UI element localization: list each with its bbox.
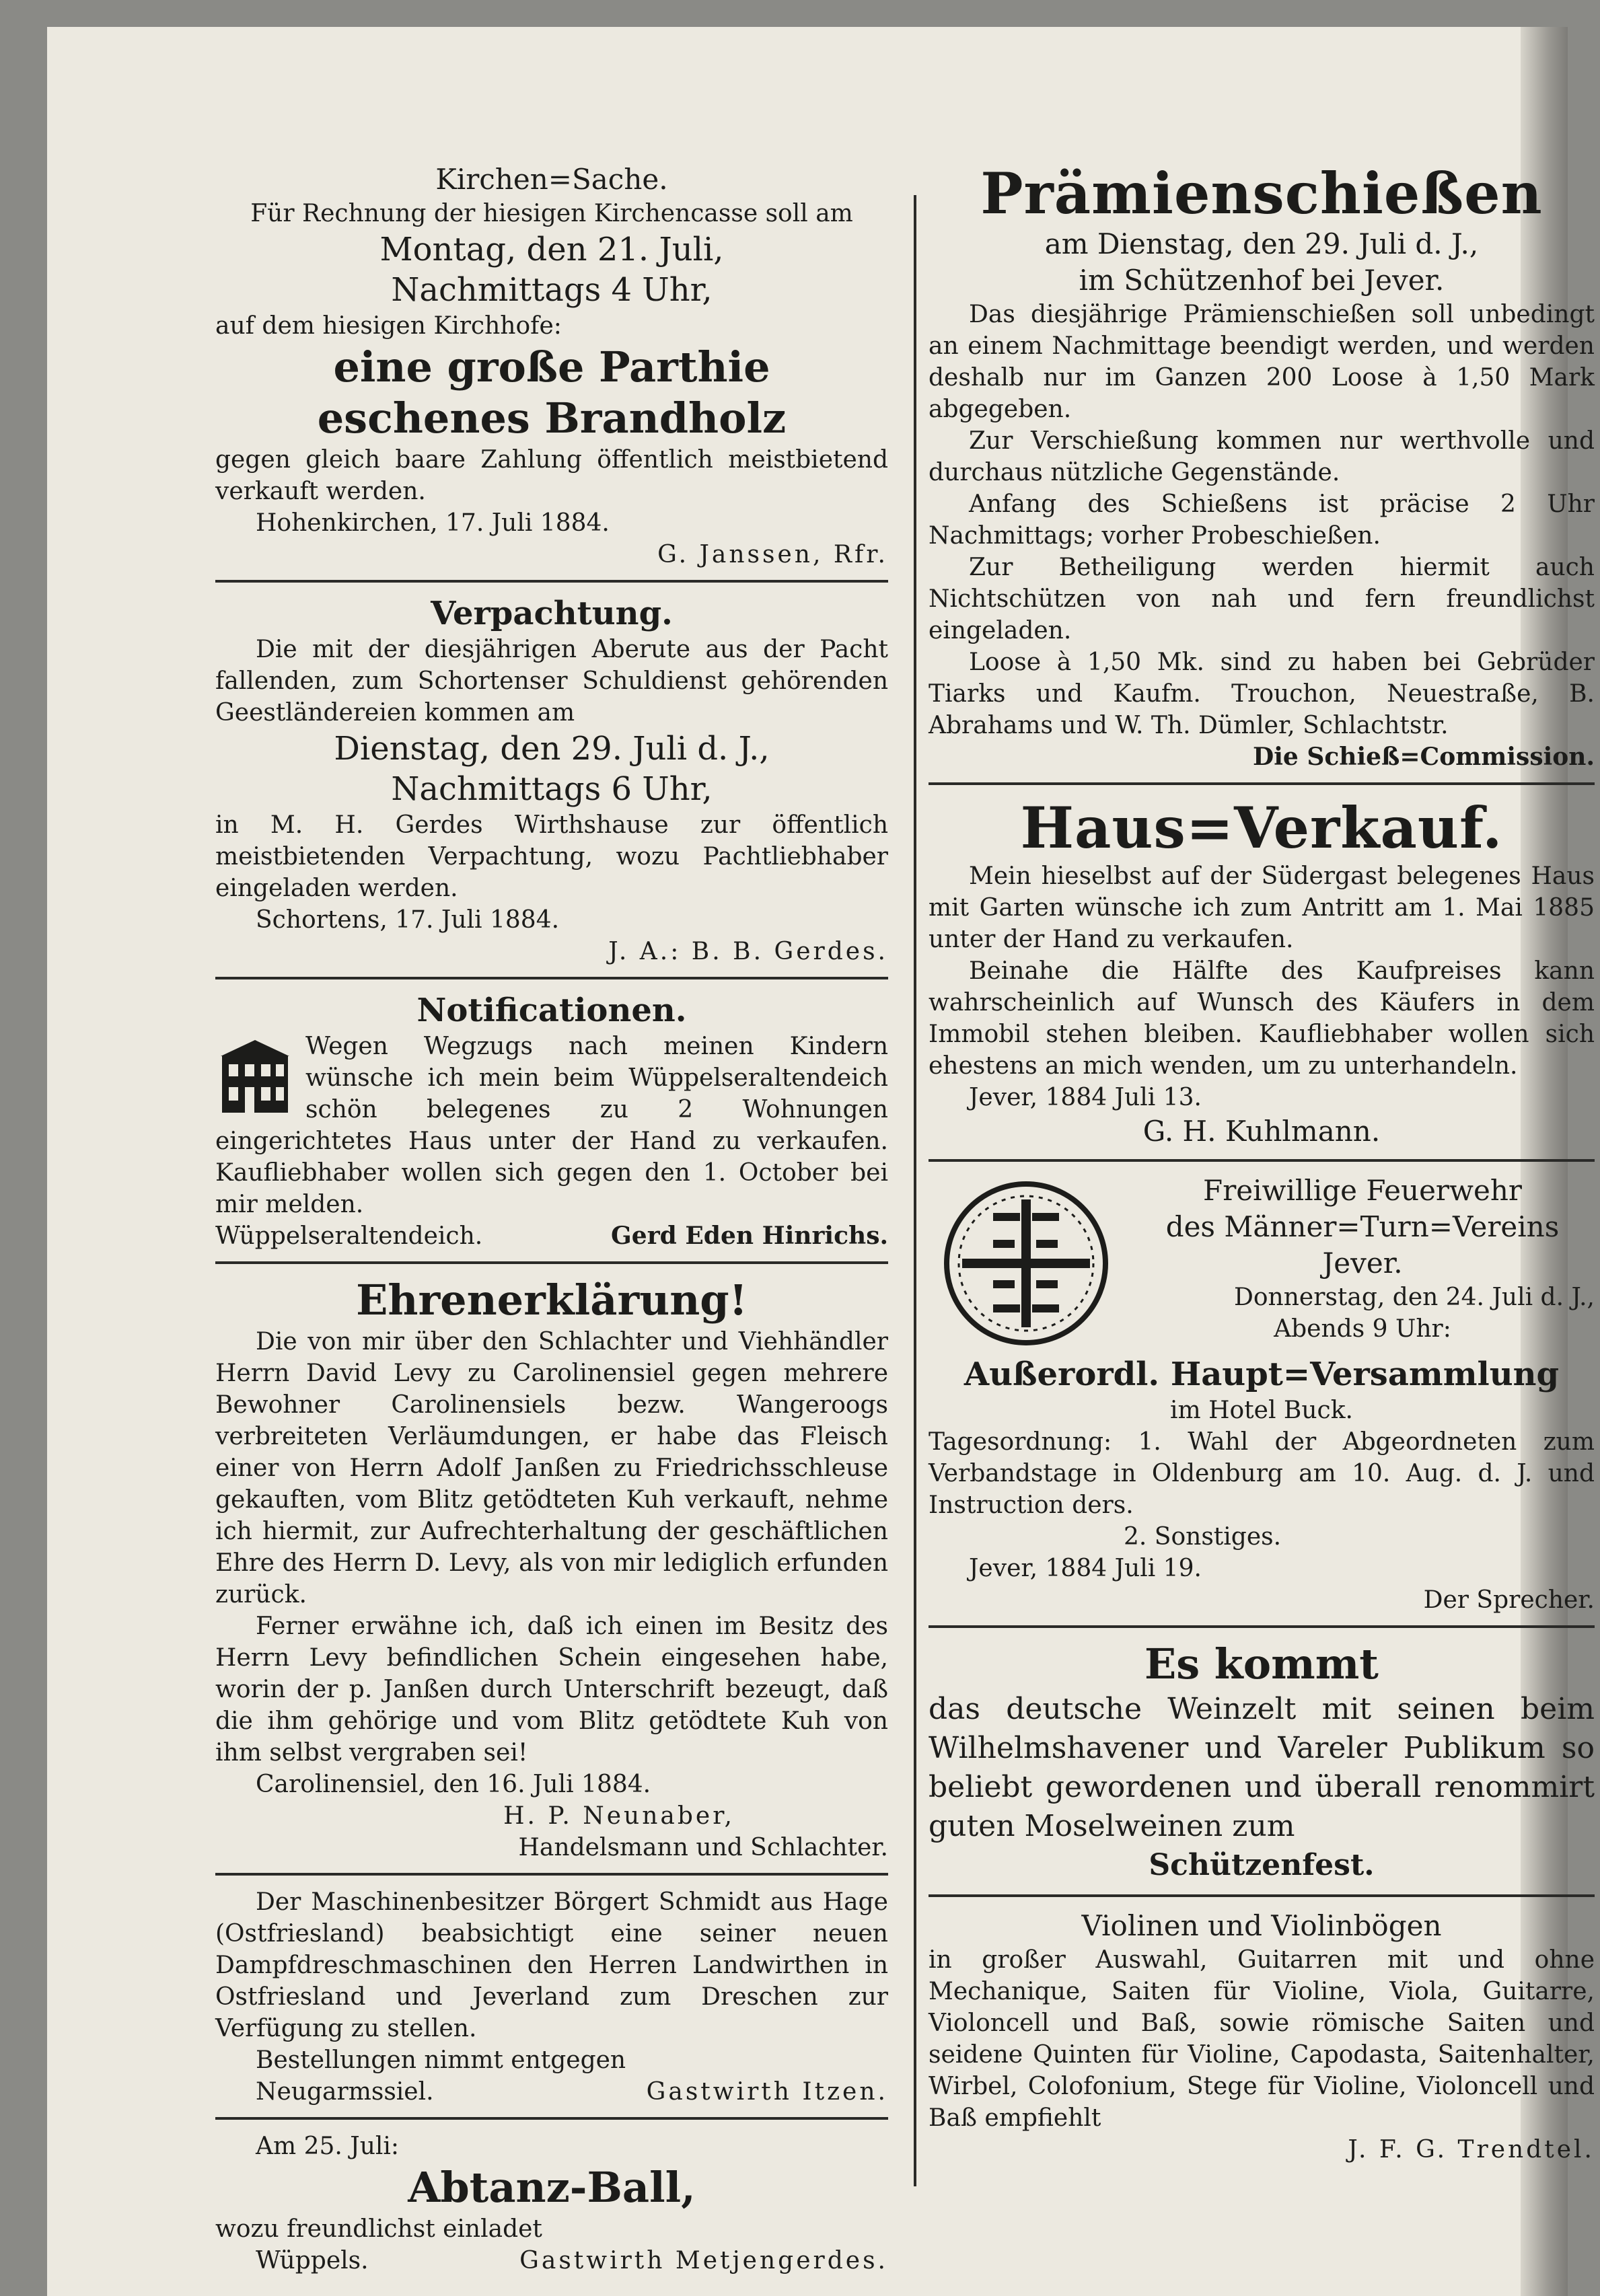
ad-date: Donnerstag, den 24. Juli d. J.,	[1234, 1284, 1595, 1311]
ad-signature: G. H. Kuhlmann.	[1142, 1115, 1381, 1148]
ad-intro: Für Rechnung der hiesigen Kirchencasse soll am	[250, 200, 853, 227]
column-divider	[914, 195, 916, 2186]
ad-title: Abtanz-Ball,	[408, 2163, 696, 2212]
right-column	[929, 161, 1595, 2172]
ad-body: Zur Verschießung kommen nur werthvolle und durchaus nützliche Gegenstände.	[929, 427, 1595, 486]
ad-body: Loose à 1,50 Mk. sind zu haben bei Gebrüder Tiarks und Kaufm. Trouchon, Neuestraße, B. Abrahams und W. Th. Dümler, Schlachtstr.	[929, 649, 1595, 739]
ad-title: Ehrenerklärung!	[356, 1275, 748, 1325]
ad-line: des Männer=Turn=Vereins	[1165, 1210, 1560, 1243]
ad-time: Nachmittags 4 Uhr,	[391, 271, 713, 309]
ad-body: Die mit der diesjährigen Aberute aus der Pacht fallenden, zum Schortenser Schuldienst gehörenden Geestländereien kommen am	[215, 636, 888, 727]
ad-body: Die von mir über den Schlachter und Viehhändler Herrn David Levy zu Carolinensiel gegen mehrere Bewohner Carolinensiels bezw. Wangeroogs verbreiteten Verläumdungen, er habe das Fleisch einer von Herrn Adolf Janßen zu Friedrichsschleuse gekauften, vom Blitz getödteten Kuh verkauft, nehme ich hiermit, zur Aufrechterhaltung der geschäftlichen Ehre des Herrn D. Levy, als von mir lediglich erfunden zurück.	[215, 1328, 888, 1608]
ad-kirchen-sache	[215, 161, 888, 570]
ad-title: Außerordl. Haupt=Versammlung	[963, 1356, 1560, 1393]
ad-line: Freiwillige Feuerwehr	[1203, 1174, 1522, 1207]
ad-body: Wegen Wegzugs nach meinen Kindern wünsche ich mein beim Wüppelseraltendeich schön belegenes zu 2 Wohnungen eingerichtetes Haus unter der Hand zu verkaufen. Kaufliebhaber wollen sich gegen den 1. October bei mir melden.	[215, 1033, 888, 1218]
ad-time: Nachmittags 6 Uhr,	[391, 770, 713, 808]
newspaper-page	[47, 27, 1595, 2296]
ad-time: Abends 9 Uhr:	[1274, 1315, 1451, 1343]
ad-notificationen	[215, 990, 888, 1252]
ad-dreschmaschine	[215, 1886, 888, 2108]
divider	[215, 2117, 888, 2120]
ad-signature: J. F. G. Trendtel.	[1348, 2136, 1595, 2163]
ad-place: im Hotel Buck.	[1170, 1397, 1353, 1424]
ad-body: gegen gleich baare Zahlung öffentlich meistbietend verkauft werden.	[215, 446, 888, 505]
ad-signature: Gastwirth Metjengerdes.	[519, 2247, 888, 2274]
ad-body: Anfang des Schießens ist präcise 2 Uhr Nachmittags; vorher Probeschießen.	[929, 490, 1595, 550]
ad-praemienschiessen	[929, 161, 1595, 773]
ad-place: Neugarmssiel.	[256, 2078, 434, 2106]
ad-signature: G. Janssen, Rfr.	[657, 541, 888, 568]
ad-date: am Dienstag, den 29. Juli d. J.,	[1044, 227, 1479, 260]
ad-place: im Schützenhof bei Jever.	[1079, 264, 1445, 297]
ad-signature: Die Schieß=Commission.	[1253, 743, 1595, 771]
turner-cross-emblem-icon	[929, 1173, 1124, 1354]
divider	[215, 580, 888, 583]
ad-feuerwehr	[929, 1173, 1595, 1616]
ad-signature: H. P. Neunaber,	[503, 1802, 735, 1830]
ad-ehrenerklaerung	[215, 1275, 888, 1863]
ad-body: das deutsche Weinzelt mit seinen beim Wilhelmshavener und Vareler Publikum so beliebt gewordenen und überall renommirt guten Moselweinen zum	[929, 1692, 1595, 1843]
ad-body: Das diesjährige Prämienschießen soll unbedingt an einem Nachmittage beendigt werden, und werden deshalb nur im Ganzen 200 Loose à 1,50 Mark abgegeben.	[929, 301, 1595, 423]
ad-weinzelt	[929, 1639, 1595, 1885]
ad-body: Zur Betheiligung werden hiermit auch Nichtschützen von nah und fern freundlichst eingeladen.	[929, 554, 1595, 644]
ad-title: Kirchen=Sache.	[435, 163, 668, 196]
ad-body: Beinahe die Hälfte des Kaufpreises kann wahrscheinlich auf Wunsch des Käufers in dem Immobil stehen bleiben. Kaufliebhaber wollen sich ehestens an mich wenden, um zu unterhandeln.	[929, 957, 1595, 1080]
ad-signature: Der Sprecher.	[1423, 1586, 1595, 1614]
ad-title: Haus=Verkauf.	[1020, 794, 1503, 861]
ad-title: Violinen und Violinbögen	[1081, 1909, 1442, 1942]
ad-date: Montag, den 21. Juli,	[379, 231, 724, 268]
ad-body: Mein hieselbst auf der Südergast belegenes Haus mit Garten wünsche ich zum Antritt am 1. Mai 1885 unter der Hand zu verkaufen.	[929, 862, 1595, 953]
ad-body: in M. H. Gerdes Wirthshause zur öffentlich meistbietenden Verpachtung, wozu Pachtliebhaber eingeladen werden.	[215, 811, 888, 902]
ad-place-date: Jever, 1884 Juli 13.	[969, 1084, 1202, 1111]
ad-line: Bestellungen nimmt entgegen	[256, 2046, 626, 2074]
ad-place: auf dem hiesigen Kirchhofe:	[215, 312, 562, 340]
left-column	[215, 161, 888, 2283]
ad-body: Schützenfest.	[1149, 1848, 1375, 1882]
divider	[215, 977, 888, 979]
ad-place-date: Hohenkirchen, 17. Juli 1884.	[256, 509, 610, 537]
ad-title: Prämienschießen	[980, 160, 1543, 227]
ad-footer	[215, 2076, 888, 2108]
ad-place-date: Jever, 1884 Juli 19.	[969, 1555, 1202, 1582]
ad-footer	[215, 1220, 888, 1252]
ad-date: Am 25. Juli:	[256, 2133, 400, 2160]
divider	[929, 1625, 1595, 1628]
divider	[929, 782, 1595, 785]
divider	[929, 1159, 1595, 1162]
ad-place-date: Schortens, 17. Juli 1884.	[256, 906, 560, 934]
ad-footer	[215, 2245, 888, 2276]
house-icon	[215, 1036, 295, 1117]
ad-body: wozu freundlichst einladet	[215, 2215, 542, 2243]
divider	[929, 1894, 1595, 1897]
ad-place-date: Carolinensiel, den 16. Juli 1884.	[256, 1771, 651, 1798]
ad-headline: eine große Parthie	[333, 342, 770, 392]
ad-place: Wüppelseraltendeich.	[215, 1222, 483, 1250]
ad-date: Dienstag, den 29. Juli d. J.,	[334, 730, 770, 768]
ad-agenda: 2. Sonstiges.	[1124, 1523, 1282, 1551]
ad-title: Notificationen.	[416, 992, 687, 1029]
ad-place: Wüppels.	[256, 2247, 369, 2274]
ad-title: Es kommt	[1144, 1639, 1379, 1689]
ad-abtanz-ball	[215, 2131, 888, 2276]
ad-body: in großer Auswahl, Guitarren mit und ohne Mechanique, Saiten für Violine, Viola, Guitarre, Violoncell und Baß, sowie römische Saiten und seidene Quinten für Violine, Capodasta, Saitenhalter, Wirbel, Colofonium, Stege für Violine, Violoncell und Baß empfiehlt	[929, 1946, 1595, 2132]
ad-violinen	[929, 1908, 1595, 2165]
ad-body: Ferner erwähne ich, daß ich einen im Besitz des Herrn Levy befindlichen Schein eingesehen habe, worin der p. Janßen durch Unterschrift bezeugt, daß die ihm gehörige und vom Blitz getödtete Kuh von ihm selbst vergraben sei!	[215, 1613, 888, 1767]
divider	[215, 1873, 888, 1876]
ad-signature: Gastwirth Itzen.	[646, 2078, 888, 2106]
divider	[215, 1261, 888, 1264]
ad-signature: Handelsmann und Schlachter.	[518, 1834, 888, 1861]
ad-signature: Gerd Eden Hinrichs.	[611, 1222, 888, 1250]
ad-headline: eschenes Brandholz	[317, 394, 787, 443]
ad-body: Der Maschinenbesitzer Börgert Schmidt aus Hage (Ostfriesland) beabsichtigt eine seiner neuen Dampfdreschmaschinen den Herren Landwirthen in Ostfriesland und Jeverland zum Dreschen zur Verfügung zu stellen.	[215, 1888, 888, 2042]
ad-verpachtung	[215, 593, 888, 967]
ad-signature: J. A.: B. B. Gerdes.	[608, 938, 888, 965]
ad-agenda: Tagesordnung: 1. Wahl der Abgeordneten zum Verbandstage in Oldenburg am 10. Aug. d. J. und Instruction ders.	[929, 1428, 1595, 1519]
ad-line: Jever.	[1322, 1247, 1403, 1280]
ad-title: Verpachtung.	[431, 595, 673, 632]
ad-haus-verkauf	[929, 796, 1595, 1150]
